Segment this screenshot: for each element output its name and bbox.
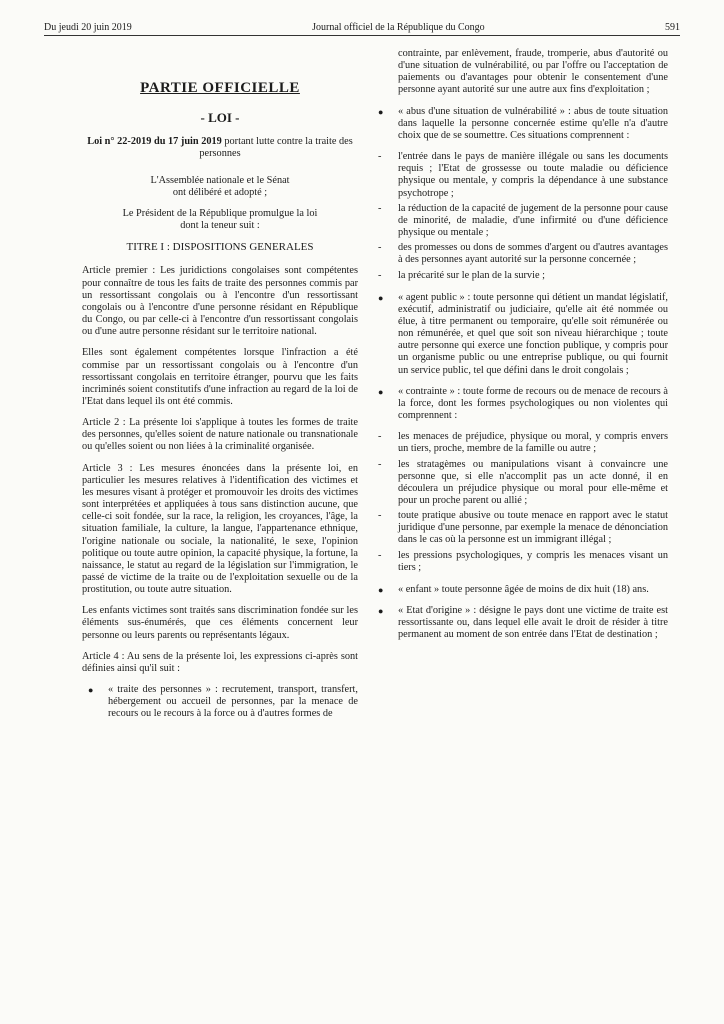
definitions-list-right-3	[372, 584, 668, 642]
assembly-statement	[82, 175, 358, 199]
definition-agent-public-text: « agent public » : toute personne qui détient un mandat législatif, exécutif, administratif ou judiciaire, qu'elle ait été nommée ou élue, à titre permanent ou temporaire, qu'elle soit rémunérée ou non rémunérée, et quel que soit son niveau hiérarchique ; toute autre personne qui exerce une fonction publique, y compris pour un organisme public ou une entreprise publique, ou qui fournit un service public, tel que défini dans le droit congolais ;	[398, 291, 668, 376]
list-item-text: l'entrée dans le pays de manière illégale ou sans les documents requis ; l'Etat de grossesse ou toute maladie ou déficience physique ou mentale, y compris la dépendance à une substance psychotrope ;	[398, 151, 668, 199]
list-item	[372, 270, 668, 282]
running-header	[44, 22, 680, 36]
list-item-text: la précarité sur le plan de la survie ;	[398, 269, 545, 281]
list-item	[372, 431, 668, 455]
president-line-1: Le Président de la République promulgue la loi	[122, 207, 318, 219]
list-item	[372, 151, 668, 200]
article-1: Article premier : Les juridictions congolaises sont compétentes pour connaître de tous les faits de traite des personnes commis par un ressortissant congolais ou à l'encontre d'un ressortissant congolais ou à l'encontre d'une personne résidant en République du Congo, ou par celle-ci à l'encontre d'un ressortissant congolais ou d'une autre personne résidant sur le territoire national.	[82, 265, 358, 338]
definition-agent-public	[372, 292, 668, 377]
president-statement	[82, 208, 358, 232]
assembly-line-2: ont délibéré et adopté ;	[172, 186, 268, 198]
definition-traite-continued: contrainte, par enlèvement, fraude, tromperie, abus d'autorité ou d'une situation de vulnérabilité, ou par l'offre ou l'acceptation de paiements ou d'avantages pour obtenir le consentement d'une personne ayant autorité sur une autre aux fins d'exploitation ;	[398, 48, 668, 96]
law-number: Loi n° 22-2019 du 17 juin 2019	[87, 136, 222, 148]
article-3-para-2: Les enfants victimes sont traités sans discrimination fondée sur les éléments sus-énumérés, que ces éléments concernent leur personne ou leurs parents ou représentants légaux.	[82, 605, 358, 641]
president-line-2: dont la teneur suit :	[180, 220, 260, 232]
loi-heading: - LOI -	[200, 110, 240, 126]
definition-etat-origine	[372, 605, 668, 641]
bullet-icon: ●	[378, 106, 384, 117]
dash-icon: -	[378, 510, 382, 522]
header-page-number: 591	[665, 22, 680, 33]
definition-traite-text: « traite des personnes » : recrutement, transport, transfert, hébergement ou accueil de personnes, par la menace de recours ou le recours à la force ou à d'autres formes de	[108, 684, 358, 720]
definition-enfant	[372, 584, 668, 596]
definition-traite	[82, 684, 358, 720]
article-3: Article 3 : Les mesures énoncées dans la présente loi, en particulier les mesures relatives à l'identification des victimes et les mesures visant à protéger et promouvoir les droits des victimes sont interprétées et appliquées à tous sans distinction aucune, que celle-ci soit fondée, sur la race, la religion, les croyances, l'âge, la situation familiale, la culture, la langue, l'appartenance ethnique, l'origine nationale ou sociale, la nationalité, le sexe, l'opinion politique ou toute autre opinion, la capacité physique, la fortune, la naissance, le statut au regard de la législation sur l'immigration, le passé de victime de la traite ou de l'exploitation sexuelle ou de la prostitution, ou toute autre situation.	[82, 462, 358, 596]
bullet-icon: ●	[378, 584, 384, 595]
dash-icon: -	[378, 151, 382, 163]
law-title	[82, 136, 358, 160]
vulnerabilite-sublist	[372, 151, 668, 282]
article-2: Article 2 : La présente loi s'applique à toutes les formes de traite des personnes, qu'elles soient de nature nationale ou transnationale ou qu'elles soient ou non liées à la criminalité organisée.	[82, 417, 358, 453]
article-4: Article 4 : Au sens de la présente loi, les expressions ci-après sont définies ainsi qu'il suit :	[82, 650, 358, 674]
dash-icon: -	[378, 242, 382, 254]
dash-icon: -	[378, 549, 382, 561]
dash-icon: -	[378, 202, 382, 214]
left-column	[82, 82, 358, 730]
list-item	[372, 203, 668, 239]
list-item-text: les stratagèmes ou manipulations visant à convaincre une personne que, si elle n'accomplit pas un acte donné, il en découlera un préjudice physique ou moral pour elle-même et pour un proche parent ou allié ;	[398, 458, 668, 506]
dash-icon: -	[378, 431, 382, 443]
law-subject: portant lutte contre la traite des personnes	[199, 136, 353, 160]
list-item-text: les menaces de préjudice, physique ou moral, y compris envers un tiers, proche, membre de la famille ou autre ;	[398, 431, 668, 455]
assembly-line-1: L'Assemblée nationale et le Sénat	[150, 174, 290, 186]
definitions-list-right	[372, 106, 668, 142]
dash-icon: -	[378, 269, 382, 281]
right-column	[372, 48, 668, 651]
header-date: Du jeudi 20 juin 2019	[44, 22, 132, 33]
list-item-text: des promesses ou dons de sommes d'argent ou d'autres avantages à des personnes ayant autorité sur la personne concernée ;	[398, 242, 668, 266]
list-item-text: toute pratique abusive ou toute menace en rapport avec le statut juridique d'une personne, par exemple la menace de dénonciation dans le cas où la personne est un immigrant illégal ;	[398, 510, 668, 546]
header-journal: Journal officiel de la République du Congo	[312, 22, 485, 33]
list-item	[372, 510, 668, 546]
titre-heading: TITRE I : DISPOSITIONS GENERALES	[126, 241, 314, 254]
definition-contrainte-text: « contrainte » : toute forme de recours ou de menace de recours à la force, dont les formes psychologiques ou non violentes qui comprennent :	[398, 385, 668, 422]
article-1-para-2: Elles sont également compétentes lorsque l'infraction a été commise par un ressortissant congolais ou à l'encontre d'un ressortissant congolais en territoire étranger, pourvu que les faits incriminés soient constitutifs d'une infraction au regard de la loi de l'Etat dans lequel ils ont été commis.	[82, 347, 358, 407]
dash-icon: -	[378, 458, 382, 470]
definitions-list-right-2	[372, 292, 668, 423]
list-item	[372, 459, 668, 508]
definition-vulnerabilite-text: « abus d'une situation de vulnérabilité » : abus de toute situation dans laquelle la personne concernée estime qu'elle n'a d'autre choix que de se soumettre. Ces situations comprennent :	[398, 105, 668, 141]
list-item	[372, 242, 668, 266]
definition-etat-origine-text: « Etat d'origine » : désigne le pays dont une victime de traite est ressortissante ou, dans lequel elle avait le droit de résider à titre permanent au moment de son entrée dans l'Etat de destination ;	[398, 605, 668, 641]
list-item-text: la réduction de la capacité de jugement de la personne pour cause de minorité, de maladie, d'une infirmité ou d'une déficience physique ou mentale ;	[398, 202, 668, 239]
list-item	[372, 550, 668, 574]
bullet-icon: ●	[88, 685, 94, 696]
bullet-icon: ●	[378, 606, 384, 617]
list-item-text: les pressions psychologiques, y compris les menaces visant un tiers ;	[398, 549, 668, 573]
bullet-icon: ●	[378, 292, 384, 303]
bullet-icon: ●	[378, 386, 384, 397]
definitions-list	[82, 684, 358, 720]
contrainte-sublist	[372, 431, 668, 574]
definition-enfant-text: « enfant » toute personne âgée de moins de dix huit (18) ans.	[398, 583, 649, 595]
definition-vulnerabilite	[372, 106, 668, 142]
definition-contrainte	[372, 386, 668, 422]
section-title: PARTIE OFFICIELLE	[140, 80, 300, 96]
